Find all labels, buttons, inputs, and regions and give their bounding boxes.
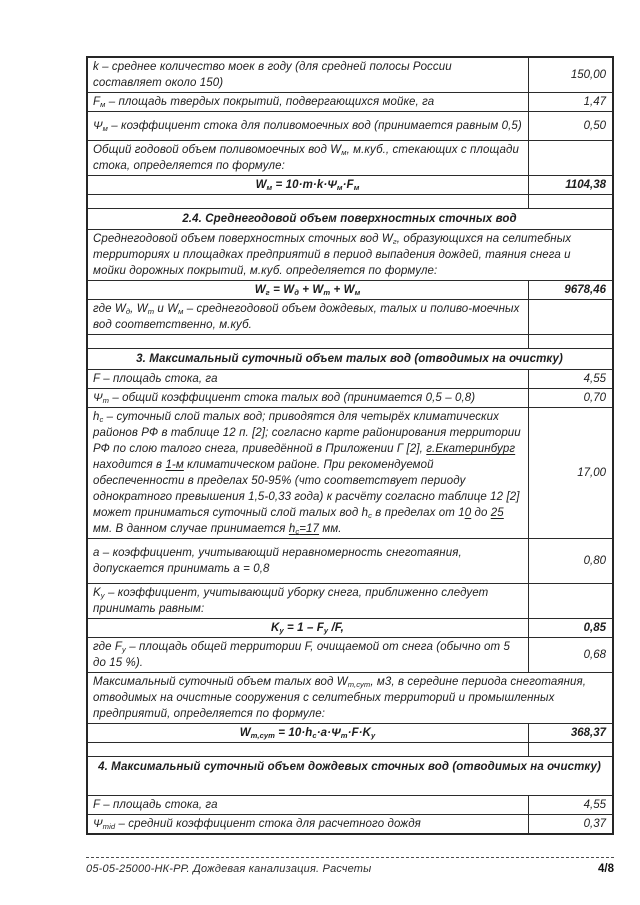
footer-doc-code: 05-05-25000-НК-РР. Дождевая канализация. Расчеты — [86, 863, 372, 875]
row-text: Максимальный суточный объем талых вод $W_{т,сут}$, м3, в середине периода снеготаяния, отводимых на очистные сооружения с селитебных территорий и промышленных предприятий, определяется по формуле: — [93, 676, 587, 720]
row-text: $h_с$ – суточный слой талых вод; приводятся для четырёх климатических районов РФ в таблице 12 п. [2]; согласно карте районирования территории РФ по слою талого снега, приведённой в Приложении Г [2], г.Екатеринбург находится в 1-м климатическом районе. При рекомендуемой обеспеченности в пределах 50-95% (что соответствует периоду однократного превышения 1,5-0,33 года) к расчёту согласно таблице 12 [2] может приниматься суточный слой талых вод $h_с$ в пределах от 10 до 25 мм. В данном случае принимается $h_с=17$ мм. — [93, 411, 521, 536]
row-text: F – площадь стока, га — [93, 373, 218, 385]
value-cell: 0,70 — [528, 389, 612, 407]
value-cell: 1104,38 — [528, 176, 612, 194]
section-header-row — [88, 209, 612, 230]
table-row-spacer — [88, 195, 612, 209]
value-cell: 0,80 — [528, 539, 612, 583]
row-text: Общий годовой объем поливомоечных вод $W_м$, м.куб., стекающих с площади стока, определяется по формуле: — [93, 144, 519, 172]
row-text: $F_м$ – площадь твердых покрытий, подвергающихся мойке, га — [93, 96, 435, 109]
table-row-spacer — [88, 743, 612, 757]
section-header-row — [88, 349, 612, 370]
table-row-param — [88, 300, 612, 335]
formula-text: $W_г = W_д + W_т + W_м$ — [254, 284, 361, 297]
table-row-param — [88, 370, 612, 389]
row-text: k – среднее количество моек в году (для средней полосы России составляет около 150) — [93, 61, 452, 89]
formula-text: $K_у = 1 - F_у$ /F, — [271, 622, 344, 635]
value-cell — [528, 300, 612, 334]
value-cell — [528, 743, 612, 756]
row-text: $\Psi_{mid}$ – средний коэффициент стока для расчетного дождя — [93, 818, 421, 831]
value-cell: 17,00 — [528, 408, 612, 538]
formula-text: $W_{т,сут} = 10\cdot h_с\cdot а\cdot\Psi_т\cdot F\cdot K_у$ — [239, 727, 376, 740]
table-row-param — [88, 141, 612, 176]
table-row-spacer — [88, 335, 612, 349]
table-row-formula — [88, 281, 612, 300]
table-row-param — [88, 389, 612, 408]
section-title: 3. Максимальный суточный объем талых вод (отводимых на очистку) — [136, 353, 563, 365]
row-text: где $W_д$, $W_т$ и $W_м$ – среднегодовой объем дождевых, талых и поливо-моечных вод соответственно, м.куб. — [93, 303, 520, 331]
row-text: $\Psi_м$ – коэффициент стока для поливомоечных вод (принимается равным 0,5) — [93, 120, 522, 133]
value-cell: 4,55 — [528, 370, 612, 388]
calculation-table — [86, 56, 614, 835]
table-row-formula — [88, 724, 612, 743]
value-cell: 0,37 — [528, 815, 612, 833]
table-row-formula — [88, 619, 612, 638]
row-text — [88, 743, 528, 756]
footer-page-number: 4/8 — [598, 863, 614, 875]
value-cell: 0,50 — [528, 112, 612, 140]
value-cell — [528, 141, 612, 175]
value-cell: 4,55 — [528, 796, 612, 814]
value-cell — [528, 195, 612, 208]
table-row-param — [88, 796, 612, 815]
table-row-param — [88, 815, 612, 833]
table-row-param — [88, 112, 612, 141]
table-row-param — [88, 408, 612, 539]
table-row-param — [88, 58, 612, 93]
row-text: F – площадь стока, га — [93, 799, 218, 811]
row-text — [88, 195, 528, 208]
page-footer — [86, 857, 614, 875]
value-cell: 1,47 — [528, 93, 612, 111]
value-cell — [528, 584, 612, 618]
value-cell: 368,37 — [528, 724, 612, 742]
row-text: где $F_у$ – площадь общей территории F, очищаемой от снега (обычно от 5 до 15 %). — [93, 641, 511, 669]
value-cell: 0,68 — [528, 638, 612, 672]
table-row-formula — [88, 176, 612, 195]
table-row-param — [88, 584, 612, 619]
section-title: 2.4. Среднегодовой объем поверхностных сточных вод — [182, 213, 517, 225]
table-row-param — [88, 93, 612, 112]
value-cell — [528, 335, 612, 348]
value-cell: 9678,46 — [528, 281, 612, 299]
row-text: $\Psi_т$ – общий коэффициент стока талых вод (принимается 0,5 – 0,8) — [93, 392, 476, 405]
row-text: а – коэффициент, учитывающий неравномерность снеготаяния, допускается принимать а = 0,8 — [93, 547, 462, 575]
table-row-param — [88, 539, 612, 584]
formula-text: $W_м = 10\cdot m\cdot k\cdot\Psi_м\cdot F_м$ — [255, 179, 360, 192]
row-text — [88, 335, 528, 348]
table-row-paragraph — [88, 673, 612, 724]
table-row-param — [88, 638, 612, 673]
row-text: Среднегодовой объем поверхностных сточных вод $W_г$, образующихся на селитебных территориях и площадках предприятий в период выпадения дождей, таяния снега и мойки дорожных покрытий, м.куб. определяется по формуле: — [93, 233, 572, 277]
section-header-row — [88, 757, 612, 796]
table-row-paragraph — [88, 230, 612, 281]
row-text: $K_у$ – коэффициент, учитывающий уборку снега, приближенно следует принимать равным: — [93, 587, 489, 615]
section-title: 4. Максимальный суточный объем дождевых сточных вод (отводимых на очистку) — [98, 761, 601, 773]
value-cell: 0,85 — [528, 619, 612, 637]
value-cell: 150,00 — [528, 58, 612, 92]
